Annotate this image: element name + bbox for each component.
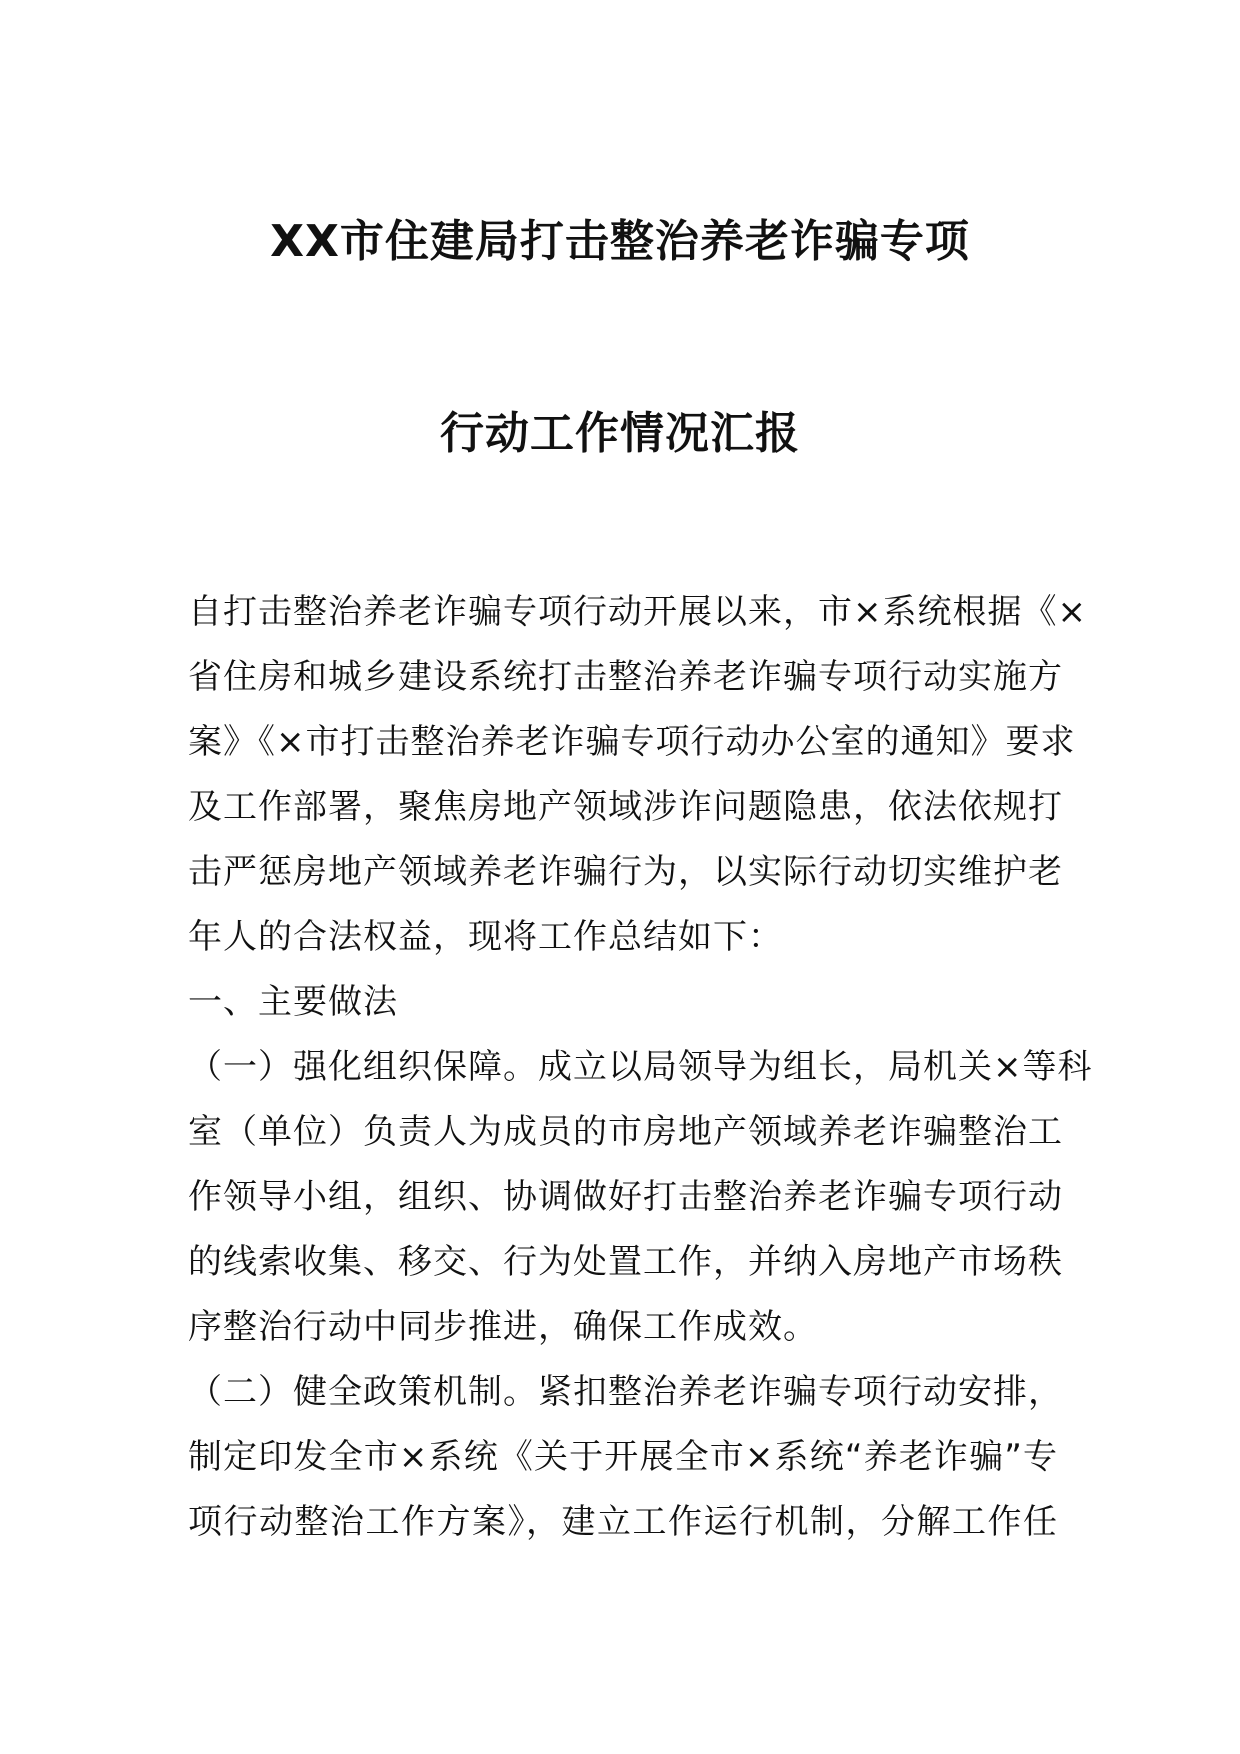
body-line: 及工作部署，聚焦房地产领域涉诈问题隐患，依法依规打 [188,787,1063,827]
document-title-line-2: 行动工作情况汇报 [440,408,800,459]
body-line: 室（单位）负责人为成员的市房地产领域养老诈骗整治工 [188,1112,1063,1152]
body-line: 案》《×市打击整治养老诈骗专项行动办公室的通知》要求 [188,722,1076,762]
body-line: 自打击整治养老诈骗专项行动开展以来，市×系统根据《× [188,592,1087,632]
body-line: 序整治行动中同步推进，确保工作成效。 [188,1307,818,1347]
document-body [188,580,1093,1555]
body-line: （一）强化组织保障。成立以局领导为组长，局机关×等科 [188,1047,1093,1087]
body-line: 作领导小组，组织、协调做好打击整治养老诈骗专项行动 [188,1177,1063,1217]
body-line: 省住房和城乡建设系统打击整治养老诈骗专项行动实施方 [188,657,1063,697]
body-line: 项行动整治工作方案》，建立工作运行机制，分解工作任 [188,1502,1058,1542]
body-line: （二）健全政策机制。紧扣整治养老诈骗专项行动安排， [188,1372,1063,1412]
body-line: 的线索收集、移交、行为处置工作，并纳入房地产市场秩 [188,1242,1063,1282]
body-line: 制定印发全市×系统《关于开展全市×系统“养老诈骗”专 [188,1437,1058,1477]
body-line: 击严惩房地产领域养老诈骗行为，以实际行动切实维护老 [188,852,1063,892]
section-heading: 一、主要做法 [188,982,398,1022]
document-title-line-1: XX市住建局打击整治养老诈骗专项 [270,216,970,267]
body-line: 年人的合法权益，现将工作总结如下： [188,917,783,957]
